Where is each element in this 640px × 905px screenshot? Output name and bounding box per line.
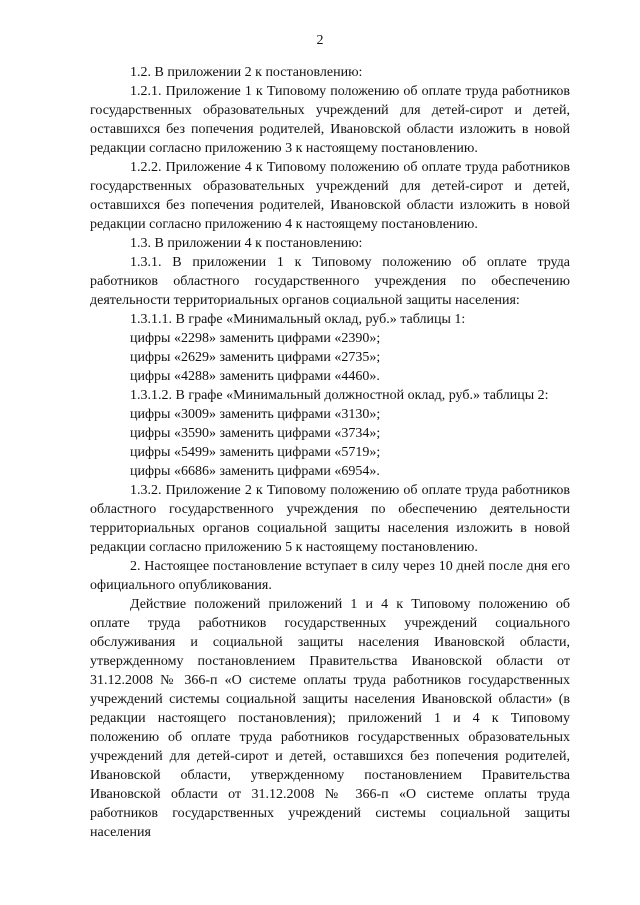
- document-body: [90, 63, 570, 842]
- paragraph-1-2-1: 1.2.1. Приложение 1 к Типовому положению об оплате труда работников государственных образовательных учреждений для детей-сирот и детей, оставшихся без попечения родителей, Ивановской области изложить в новой редакции согласно приложению 3 к настоящему постановлению.: [90, 84, 570, 156]
- paragraph-effect: Действие положений приложений 1 и 4 к Типовому положению об оплате труда работников государственных учреждений социального обслуживания и социальной защиты населения Ивановской области, утвержденному постановлением Правительства Ивановской области от 31.12.2008 № 366-п «О системе оплаты труда работников государственных учреждений системы социальной защиты населения Ивановской области» (в редакции настоящего постановления); приложений 1 и 4 к Типовому положению об оплате труда работников государственных образовательных учреждений для детей-сирот и детей, оставшихся без попечения родителей, Ивановской области, утвержденному постановлением Правительства Ивановской области от 31.12.2008 № 366-п «О системе оплаты труда работников государственных учреждений системы социальной защиты населения: [90, 597, 570, 840]
- paragraph-2: 2. Настоящее постановление вступает в силу через 10 дней после дня его официального опубликования.: [90, 559, 570, 593]
- paragraph-1-3-1: 1.3.1. В приложении 1 к Типовому положению об оплате труда работников областного государственного учреждения по обеспечению деятельности территориальных органов социальной защиты населения:: [90, 255, 570, 308]
- paragraph-1-3: 1.3. В приложении 4 к постановлению:: [130, 236, 363, 251]
- replacement-line: цифры «3590» заменить цифрами «3734»;: [130, 426, 381, 441]
- replacement-line: цифры «2298» заменить цифрами «2390»;: [130, 331, 381, 346]
- replacement-line: цифры «4288» заменить цифрами «4460».: [130, 369, 380, 384]
- paragraph-1-3-1-1: 1.3.1.1. В графе «Минимальный оклад, руб.» таблицы 1:: [130, 312, 466, 327]
- paragraph-1-3-1-2: 1.3.1.2. В графе «Минимальный должностной оклад, руб.» таблицы 2:: [130, 388, 549, 403]
- replacement-line: цифры «6686» заменить цифрами «6954».: [130, 464, 380, 479]
- replacement-line: цифры «2629» заменить цифрами «2735»;: [130, 350, 381, 365]
- replacement-line: цифры «3009» заменить цифрами «3130»;: [130, 407, 381, 422]
- paragraph-1-2-2: 1.2.2. Приложение 4 к Типовому положению об оплате труда работников государственных образовательных учреждений для детей-сирот и детей, оставшихся без попечения родителей, Ивановской области изложить в новой редакции согласно приложению 4 к настоящему постановлению.: [90, 160, 570, 232]
- paragraph-1-3-2: 1.3.2. Приложение 2 к Типовому положению об оплате труда работников областного государственного учреждения по обеспечению деятельности территориальных органов социальной защиты населения изложить в новой редакции согласно приложению 5 к настоящему постановлению.: [90, 483, 570, 555]
- replacement-line: цифры «5499» заменить цифрами «5719»;: [130, 445, 381, 460]
- page-number: 2: [316, 33, 324, 48]
- paragraph-1-2: 1.2. В приложении 2 к постановлению:: [130, 65, 363, 80]
